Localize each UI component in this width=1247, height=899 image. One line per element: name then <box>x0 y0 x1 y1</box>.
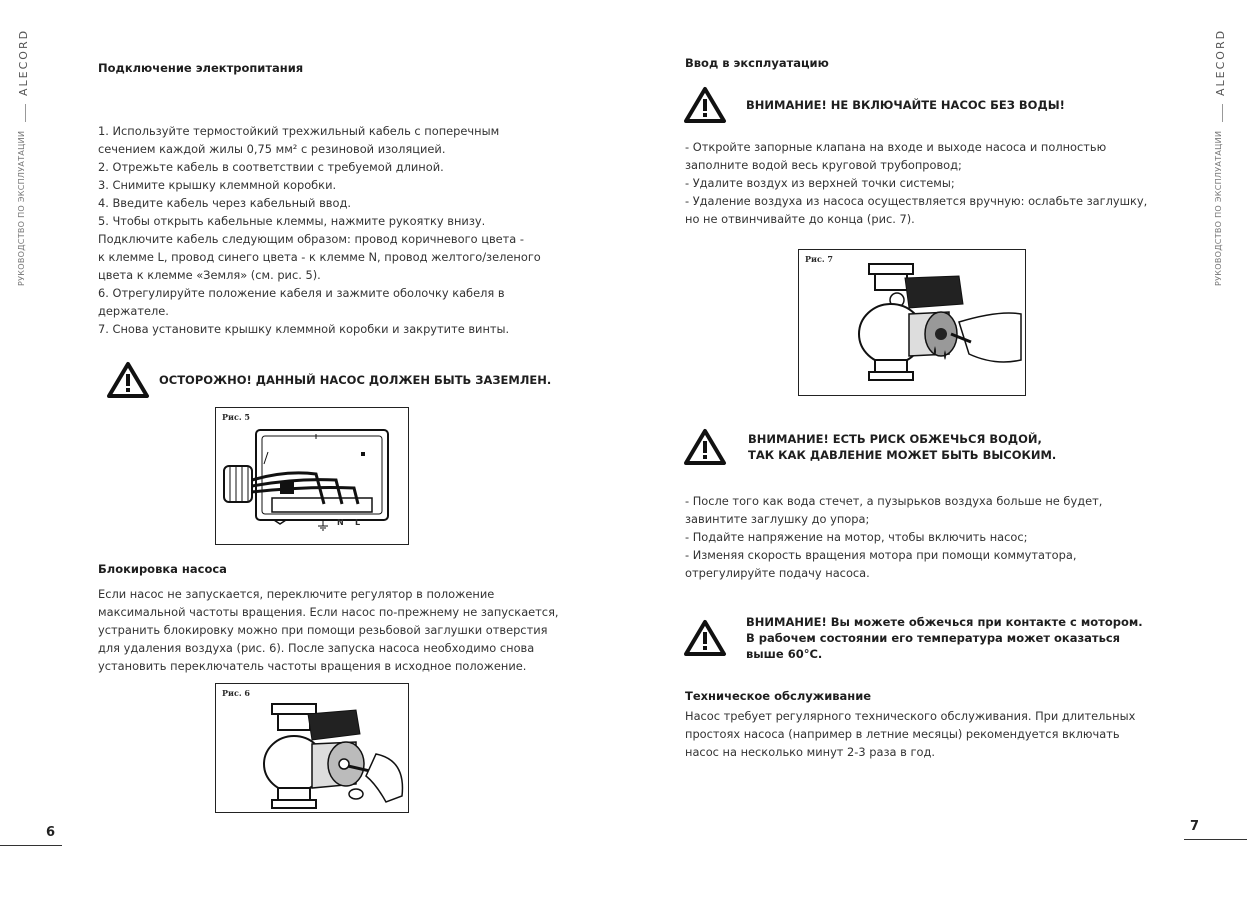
no-water-warning-text: ВНИМАНИЕ! НЕ ВКЛЮЧАЙТЕ НАСОС БЕЗ ВОДЫ! <box>746 98 1065 112</box>
text-line: - Удалите воздух из верхней точки системы; <box>685 176 955 190</box>
text-line: - Подайте напряжение на мотор, чтобы включить насос; <box>685 530 1028 544</box>
page-number-rule-left <box>0 845 62 846</box>
hot-water-warning-line-2: ТАК КАК ДАВЛЕНИЕ МОЖЕТ БЫТЬ ВЫСОКИМ. <box>748 448 1057 462</box>
warning-triangle-icon <box>683 428 727 466</box>
text-line: 3. Снимите крышку клеммной коробки. <box>98 178 337 192</box>
brand-right: ALECORD <box>1214 28 1227 96</box>
text-line: - Удаление воздуха из насоса осуществляется вручную: ослабьте заглушку, <box>685 194 1148 208</box>
text-line: максимальной частоты вращения. Если насос по-прежнему не запускается, <box>98 605 559 619</box>
page-number-left: 6 <box>46 825 56 840</box>
figure-7 <box>798 249 1026 396</box>
power-title: Подключение электропитания <box>98 61 304 75</box>
page-number-rule-right <box>1184 839 1247 840</box>
no-water-warning <box>683 86 1065 124</box>
text-line: 4. Введите кабель через кабельный ввод. <box>98 196 351 210</box>
terminal-box-illustration <box>216 408 408 544</box>
text-line: установить переключатель частоты вращения в исходное положение. <box>98 659 527 673</box>
text-line: устранить блокировку можно при помощи резьбовой заглушки отверстия <box>98 623 548 637</box>
hot-water-warning-line-1: ВНИМАНИЕ! ЕСТЬ РИСК ОБЖЕЧЬСЯ ВОДОЙ, <box>748 432 1042 446</box>
maintenance-text <box>685 707 1135 761</box>
warning-triangle-icon <box>683 86 727 124</box>
text-line: - Изменяя скорость вращения мотора при помощи коммутатора, <box>685 548 1077 562</box>
text-line: к клемме L, провод синего цвета - к клемме N, провод желтого/зеленого <box>98 250 541 264</box>
manual-label-right: РУКОВОДСТВО ПО ЭКСПЛУАТАЦИИ <box>1214 130 1223 286</box>
sidebar-divider-left <box>25 104 26 122</box>
text-line: отрегулируйте подачу насоса. <box>685 566 870 580</box>
terminal-l-label: L <box>355 518 361 527</box>
terminal-n-label: N <box>337 518 344 527</box>
text-line: 1. Используйте термостойкий трехжильный кабель с поперечным <box>98 124 500 138</box>
text-line: 2. Отрежьте кабель в соответствии с требуемой длиной. <box>98 160 444 174</box>
text-line: заполните водой весь круговой трубопровод; <box>685 158 962 172</box>
text-line: сечением каждой жилы 0,75 мм² с резиновой изоляцией. <box>98 142 446 156</box>
text-line: завинтите заглушку до упора; <box>685 512 870 526</box>
lock-title: Блокировка насоса <box>98 562 227 576</box>
page-number-right: 7 <box>1190 819 1200 834</box>
commission-title: Ввод в эксплуатацию <box>685 56 829 70</box>
pump-unlock-illustration <box>216 684 408 812</box>
brand-left: ALECORD <box>17 28 30 96</box>
hot-water-warning <box>683 428 1056 466</box>
text-line: 6. Отрегулируйте положение кабеля и зажмите оболочку кабеля в <box>98 286 505 300</box>
text-line: - Откройте запорные клапана на входе и выходе насоса и полностью <box>685 140 1107 154</box>
fill-instructions <box>685 138 1147 228</box>
text-line: но не отвинчивайте до конца (рис. 7). <box>685 212 915 226</box>
text-line: насос на несколько минут 2-3 раза в год. <box>685 745 935 759</box>
text-line: 7. Снова установите крышку клеммной коробки и закрутите винты. <box>98 322 510 336</box>
air-bleed-illustration <box>799 250 1025 395</box>
hot-motor-warning-line-2: В рабочем состоянии его температура может оказаться <box>746 631 1121 645</box>
lock-instructions <box>98 585 559 675</box>
text-line: цвета к клемме «Земля» (см. рис. 5). <box>98 268 321 282</box>
after-bleed-instructions <box>685 492 1102 582</box>
text-line: 5. Чтобы открыть кабельные клеммы, нажмите рукоятку внизу. <box>98 214 486 228</box>
power-instructions <box>98 122 541 338</box>
text-line: Подключите кабель следующим образом: провод коричневого цвета - <box>98 232 525 246</box>
text-line: простоях насоса (например в летние месяцы) рекомендуется включать <box>685 727 1120 741</box>
text-line: Насос требует регулярного технического обслуживания. При длительных <box>685 709 1136 723</box>
hot-motor-warning <box>683 614 1143 662</box>
maintenance-title: Техническое обслуживание <box>685 689 872 703</box>
sidebar-divider-right <box>1222 104 1223 122</box>
warning-triangle-icon <box>106 361 150 399</box>
warning-triangle-icon <box>683 619 727 657</box>
ground-warning-text: ОСТОРОЖНО! ДАННЫЙ НАСОС ДОЛЖЕН БЫТЬ ЗАЗЕМЛЕН. <box>159 373 552 387</box>
text-line: - После того как вода стечет, а пузырьков воздуха больше не будет, <box>685 494 1103 508</box>
hot-motor-warning-line-3: выше 60°C. <box>746 647 823 661</box>
figure-6 <box>215 683 409 813</box>
text-line: для удаления воздуха (рис. 6). После запуска насоса необходимо снова <box>98 641 535 655</box>
figure-6-label: Рис. 6 <box>222 688 250 698</box>
figure-7-label: Рис. 7 <box>805 254 833 264</box>
text-line: Если насос не запускается, переключите регулятор в положение <box>98 587 495 601</box>
text-line: держателе. <box>98 304 169 318</box>
hot-motor-warning-line-1: ВНИМАНИЕ! Вы можете обжечься при контакте с мотором. <box>746 615 1143 629</box>
figure-5-label: Рис. 5 <box>222 412 250 422</box>
figure-5 <box>215 407 409 545</box>
ground-warning <box>106 361 551 399</box>
manual-label-left: РУКОВОДСТВО ПО ЭКСПЛУАТАЦИИ <box>17 130 26 286</box>
